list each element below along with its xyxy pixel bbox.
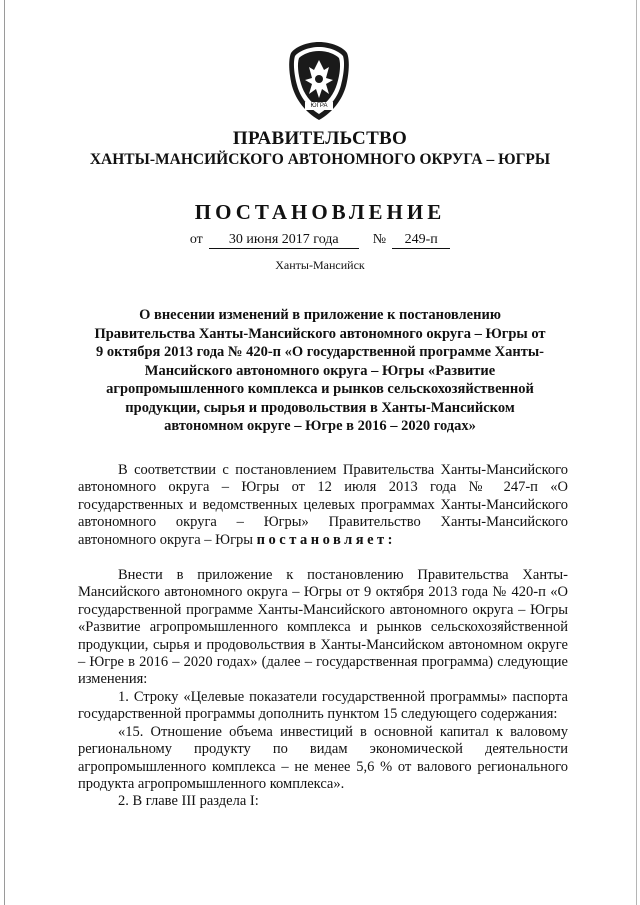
paragraph-main: Внести в приложение к постановлению Правительства Ханты-Мансийского автономного округа – Югры от 9 октября 2013 года № 420-п «О государственной программе Ханты-Мансийского автономного округа – Югры «Развитие агропромышленного комплекса и рынков сельскохозяйственной продукции, сырья и продовольствия в Ханты-Мансийском автономном округе – Югре в 2016 – 2020 годах» (далее – государственная программа) следующие изменения: — [78, 567, 568, 688]
city: Ханты-Мансийск — [275, 258, 365, 272]
government-name: ПРАВИТЕЛЬСТВО — [232, 128, 408, 149]
date-number-line — [0, 232, 640, 249]
date-prefix: от — [189, 232, 203, 247]
yugra-coat-of-arms-icon — [285, 40, 353, 122]
number-prefix: № — [372, 232, 387, 247]
resolves-phrase: постановляет: — [256, 531, 396, 548]
document-number: 249-п — [392, 232, 450, 249]
document-type: ПОСТАНОВЛЕНИЕ — [194, 200, 446, 224]
paragraph-item-2: 2. В главе III раздела I: — [118, 793, 259, 810]
paragraph-item-1: 1. Строку «Целевые показатели государственной программы» паспорта государственной программы дополнить пунктом 15 следующего содержания: — [78, 688, 568, 723]
region-name: ХАНТЫ-МАНСИЙСКОГО АВТОНОМНОГО ОКРУГА – ЮГРЫ — [89, 151, 551, 168]
paragraph-preamble — [78, 462, 568, 549]
paragraph-item-15: «15. Отношение объема инвестиций в основной капитал к валовому региональному продукту по видам экономической деятельности агропромышленного комплекса – не менее 5,6 % от валового регионального продукта агропромышленного комплекса». — [78, 723, 568, 792]
document-date: 30 июня 2017 года — [209, 232, 359, 249]
document-title: О внесении изменений в приложение к постановлению Правительства Ханты-Мансийского автономного округа – Югры от 9 октября 2013 года № 420-п «О государственной программе Ханты-Мансийского автономного округа – Югры «Развитие агропромышленного комплекса и рынков сельскохозяйственной продукции, сырья и продовольствия в Ханты-Мансийском автономном округе – Югре в 2016 – 2020 годах» — [94, 307, 546, 434]
preamble-text: В соответствии с постановлением Правительства Ханты-Мансийского автономного округа – Югры от 12 июля 2013 года № 247-п «О государственных и ведомственных целевых программах Ханты-Мансийского автономного округа – Югры» Правительство Ханты-Мансийского автономного округа – Югры — [78, 462, 568, 548]
document-body — [78, 462, 568, 811]
emblem-motto: ЮГРА — [310, 103, 328, 109]
